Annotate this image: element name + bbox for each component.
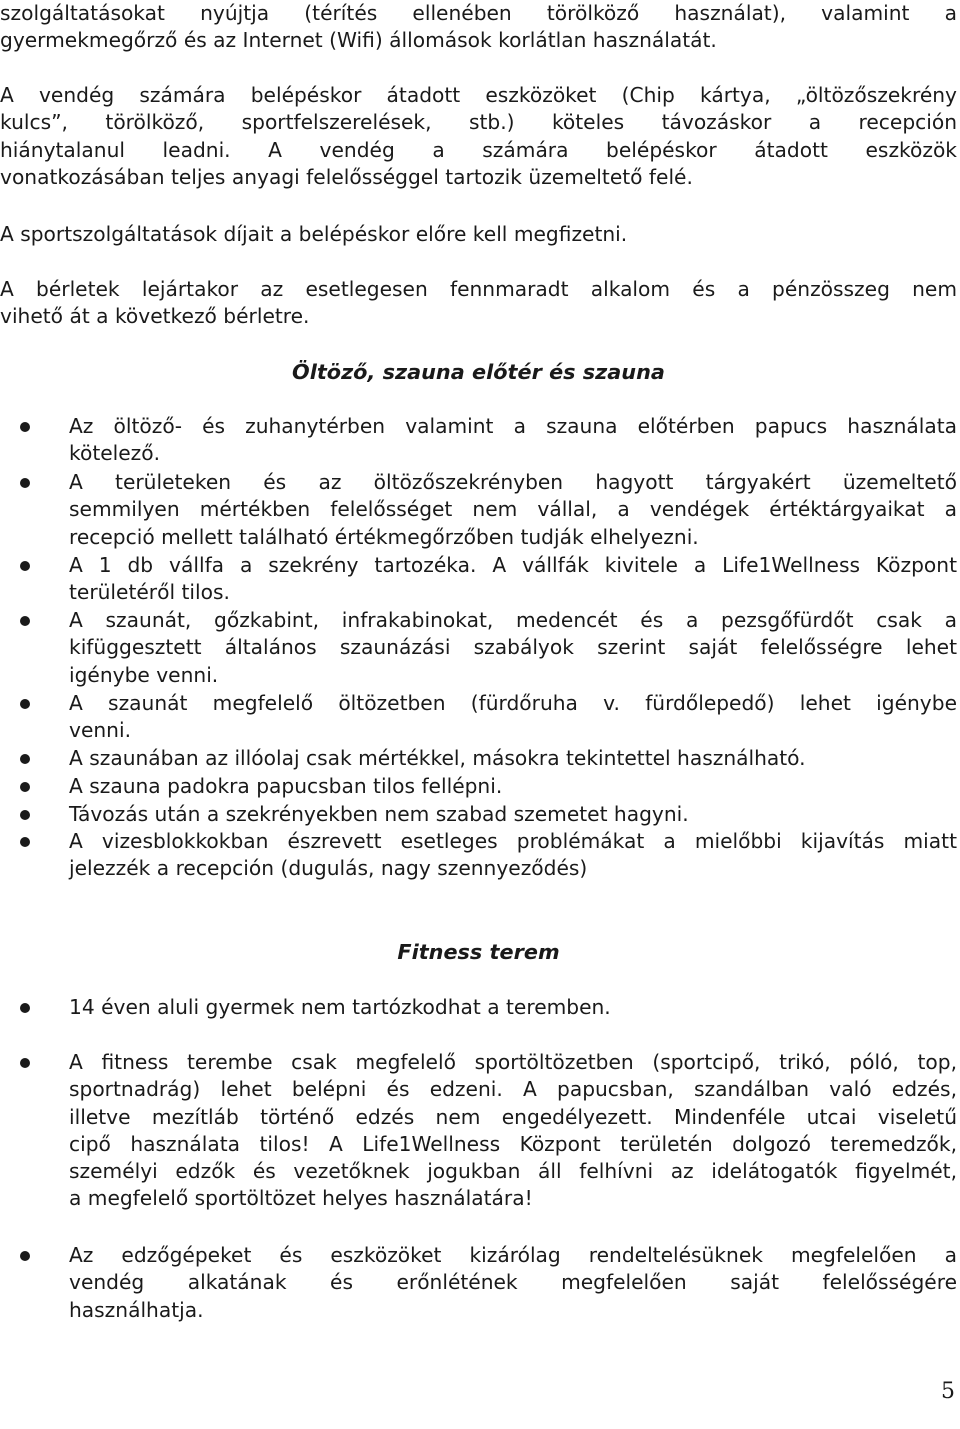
list-item <box>69 745 957 772</box>
list-item <box>69 1242 957 1324</box>
text-line: recepció mellett található értékmegőrzőben tudják elhelyezni. <box>69 524 699 549</box>
list-item <box>69 607 957 689</box>
list-item <box>69 773 957 800</box>
intro-paragraph-2 <box>0 82 957 191</box>
page-number: 5 <box>941 1379 955 1404</box>
list-item <box>69 413 957 468</box>
bullet-icon <box>20 561 30 571</box>
list-item <box>69 828 957 883</box>
text-line: gyermekmegőrző és az Internet (Wifi) állomások korlátlan használatát. <box>0 28 717 53</box>
bullet-icon <box>20 1058 30 1068</box>
bullet-icon <box>20 422 30 432</box>
text-line: hiánytalanul leadni. A vendég a számára belépéskor átadott eszközök <box>0 137 957 162</box>
list-item <box>69 801 957 828</box>
text-line: A vizesblokkokban észrevett esetleges problémákat a mielőbbi kijavítás miatt <box>69 829 957 853</box>
text-line: venni. <box>69 718 131 743</box>
list-item <box>69 469 957 551</box>
bullet-icon <box>20 1003 30 1013</box>
text-line: jelezzék a recepción (dugulás, nagy szennyeződés) <box>69 856 588 881</box>
text-line: használhatja. <box>69 1297 204 1322</box>
text-line: A szaunában az illóolaj csak mértékkel, másokra tekintettel használható. <box>69 746 806 770</box>
intro-paragraph-1 <box>0 0 957 55</box>
text-line: személyi edzők és vezetőknek jogukban áll felhívni az idelátogatók figyelmét, <box>69 1159 957 1184</box>
text-line: A sportszolgáltatások díjait a belépéskor előre kell megfizetni. <box>0 222 628 246</box>
text-line: a megfelelő sportöltözet helyes használatára! <box>69 1186 533 1211</box>
intro-paragraph-4 <box>0 276 957 331</box>
text-line: igénybe venni. <box>69 662 219 687</box>
text-line: szolgáltatásokat nyújtja (térítés ellenében törölköző használat), valamint a <box>0 1 957 25</box>
text-line: sportnadrág) lehet belépni és edzeni. A papucsban, szandálban való edzés, <box>69 1077 957 1102</box>
text-line: A 1 db vállfa a szekrény tartozéka. A vállfák kivitele a Life1Wellness Központ <box>69 553 957 577</box>
bullet-icon <box>20 478 30 488</box>
text-line: területéről tilos. <box>69 580 230 605</box>
list-item <box>69 552 957 607</box>
text-line: semmilyen mértékben felelősséget nem vállal, a vendégek értéktárgyaikat a <box>69 497 957 522</box>
list-item <box>69 1049 957 1213</box>
bullet-icon <box>20 699 30 709</box>
text-line: A területeken és az öltözőszekrényben hagyott tárgyakért üzemeltető <box>69 470 957 494</box>
text-line: illetve mezítláb történő edzés nem engedélyezett. Mindenféle utcai viseletű <box>69 1104 957 1129</box>
bullet-icon <box>20 837 30 847</box>
list-item <box>69 994 957 1021</box>
text-line: A bérletek lejártakor az esetlegesen fennmaradt alkalom és a pénzösszeg nem <box>0 277 957 301</box>
intro-paragraph-3 <box>0 221 957 248</box>
text-line: A szaunát megfelelő öltözetben (fürdőruha v. fürdőlepedő) lehet igénybe <box>69 691 957 715</box>
bullet-icon <box>20 782 30 792</box>
text-line: Az edzőgépeket és eszközöket kizárólag rendeltelésüknek megfelelően a <box>69 1243 957 1267</box>
text-line: 14 éven aluli gyermek nem tartózkodhat a teremben. <box>69 995 611 1019</box>
section-heading-fitness: Fitness terem <box>397 940 560 964</box>
text-line: A vendég számára belépéskor átadott eszközöket (Chip kártya, „öltözőszekrény <box>0 83 957 107</box>
text-line: vihető át a következő bérletre. <box>0 304 310 329</box>
text-line: A szauna padokra papucsban tilos fellépni. <box>69 774 503 798</box>
bullet-icon <box>20 810 30 820</box>
bullet-icon <box>20 754 30 764</box>
bullet-icon <box>20 1251 30 1261</box>
text-line: kifüggesztett általános szaunázási szabályok szerint saját felelősségre lehet <box>69 635 957 660</box>
text-line: A fitness terembe csak megfelelő sportöltözetben (sportcipő, trikó, póló, top, <box>69 1050 957 1074</box>
text-line: Az öltöző- és zuhanytérben valamint a szauna előtérben papucs használata <box>69 414 957 438</box>
text-line: vendég alkatának és erőnlétének megfelelően saját felelősségére <box>69 1270 957 1295</box>
list-item <box>69 690 957 745</box>
text-line: kulcs”, törölköző, sportfelszerelések, stb.) köteles távozáskor a recepción <box>0 110 957 135</box>
section-heading-oltozo: Öltöző, szauna előtér és szauna <box>292 360 665 384</box>
text-line: kötelező. <box>69 441 161 466</box>
text-line: cipő használata tilos! A Life1Wellness Központ területén dolgozó teremedzők, <box>69 1131 957 1156</box>
text-line: Távozás után a szekrényekben nem szabad szemetet hagyni. <box>69 802 689 826</box>
bullet-icon <box>20 616 30 626</box>
text-line: A szaunát, gőzkabint, infrakabinokat, medencét és a pezsgőfürdőt csak a <box>69 608 957 632</box>
text-line: vonatkozásában teljes anyagi felelősséggel tartozik üzemeltető felé. <box>0 164 693 189</box>
